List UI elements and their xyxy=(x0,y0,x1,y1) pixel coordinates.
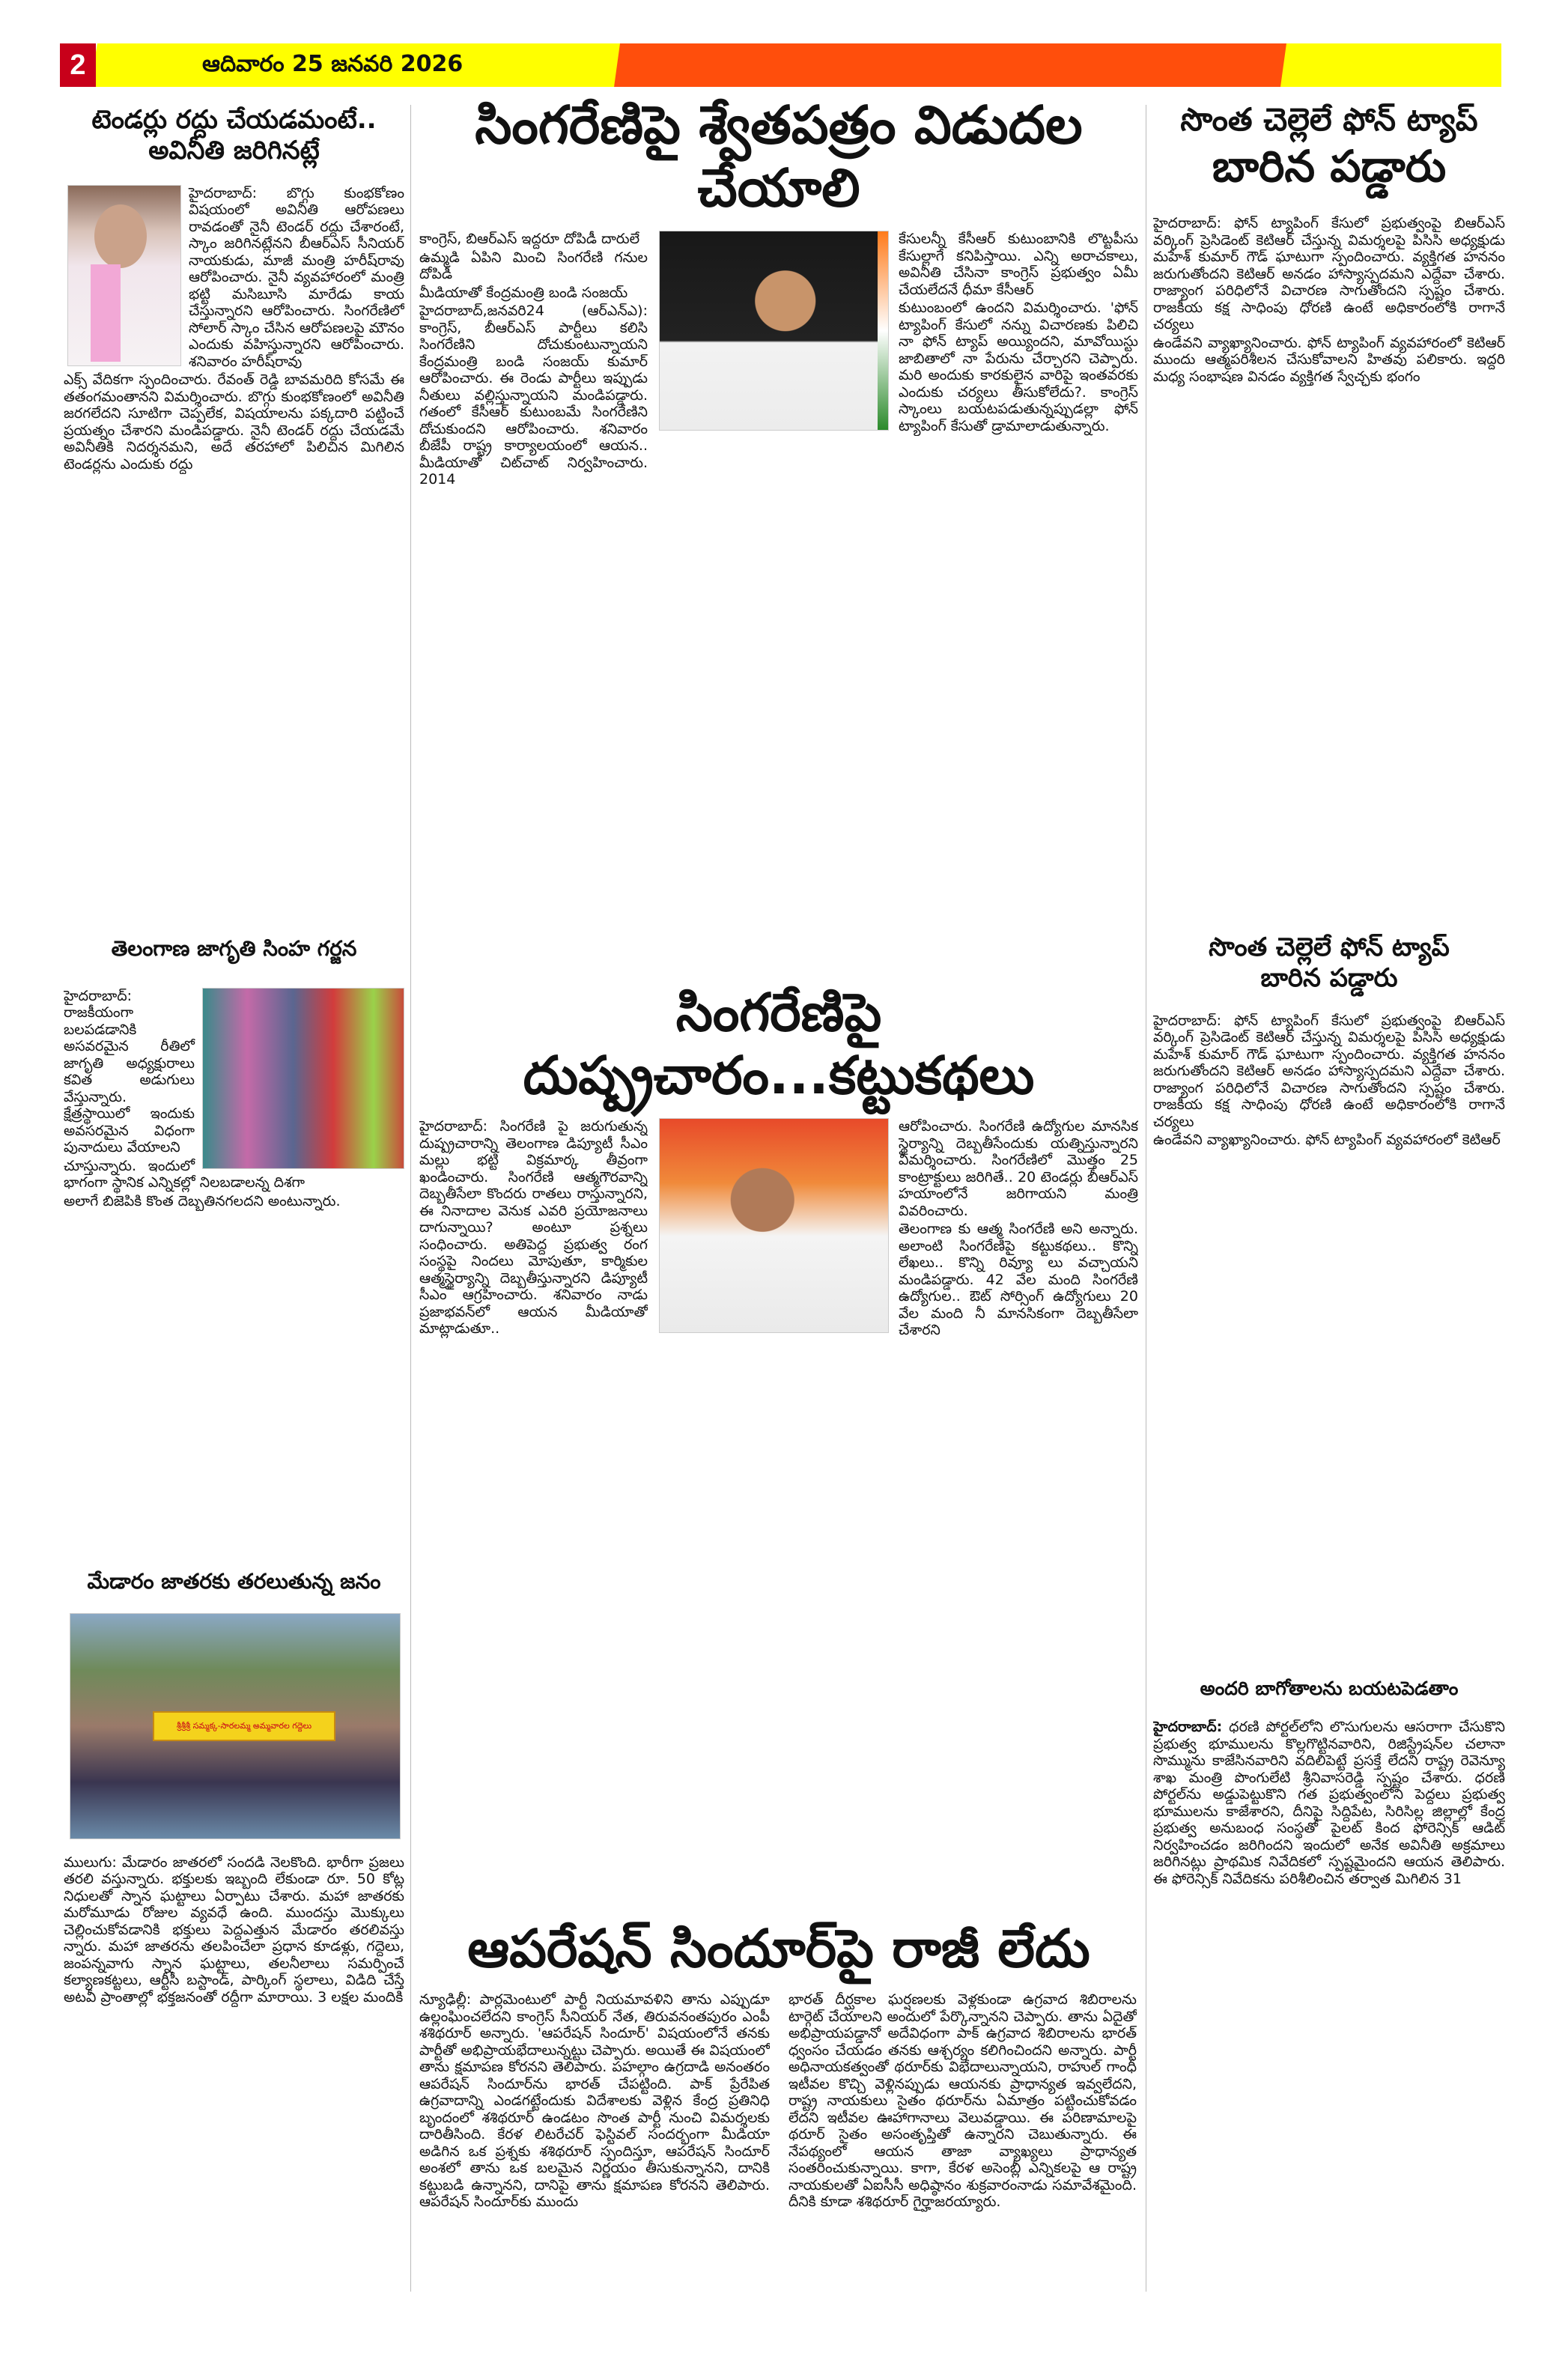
left-article-2 xyxy=(64,936,404,1211)
subheading: మీడియాతో కేంద్రమంత్రి బండి సంజయ్ xyxy=(419,284,628,301)
article-paragraph: ఉండేవని వ్యాఖ్యానించారు. ఫోన్ ట్యాపింగ్ వ్యవహారంలో కెటిఆర్ ముందు ఆత్మపరిశీలన చేసుకోవాలని హితవు పలికారు. ఇద్దరి మధ్య సంభాషణ వినడం వ్యక్తిగత స్వేచ్ఛకు భంగం xyxy=(1153,334,1505,385)
article-text: ధరణి పోర్టల్‌లోని లొసుగులను ఆసరాగా చేసుకొని ప్రభుత్వ భూములను కొల్లగొట్టినవారిని, రిజిస్ట్రేషన్‌ల చలానా సొమ్మును కాజేసినవారిని వదిలిపెట్టే ప్రసక్తే లేదని రాష్ట్ర రెవెన్యూ శాఖ మంత్రి పొంగులేటి శ్రీనివాసరెడ్డి స్పష్టం చేశారు. ధరణి పోర్టల్‌ను అడ్డుపెట్టుకొని గత ప్రభుత్వంలోని పెద్దలు ప్రభుత్వ భూములను కాజేశారని, దీనిపై సిద్దిపేట, సిరిసిల్ల జిల్లాల్లో కేంద్ర ప్రభుత్వ అనుబంధ సంస్థతో పైలట్ కింద ఫోరెన్సిక్ ఆడిట్ నిర్వహించడం జరిగిందని ఇందులో అనేక అవినీతి అక్రమాలు జరిగినట్లు ప్రాథమిక నివేదికలో స్పష్టమైందని ఆయన తెలిపారు. ఈ ఫోరెన్సిక్ నివేదికను పరిశీలించిన తర్వాత మిగిలిన 31 xyxy=(1153,1719,1505,1887)
subheading: కాంగ్రెస్, బిఆర్ఎస్ ఇద్దరూ దోపిడీ దారులే xyxy=(419,231,640,247)
article-paragraph: కుటుంబంలో ఉందని విమర్శించారు. 'ఫోన్ ట్యాపింగ్ కేసులో నన్ను విచారణకు పిలిచి నా ఫోన్ ట్యాప్ అయ్యిందని, మావోయిస్టు జాబితాలో నా పేరును చేర్చారని చెప్పారు. మరి అందుకు కారకులైన వారిపై ఇంతవరకు ఎందుకు చర్యలు తీసుకోలేదు?. కాంగ్రెస్ స్కాంలు బయటపడుతున్నప్పుడల్లా ఫోన్ ట్యాపింగ్ కేసుతో డ్రామాలాడుతున్నారు. xyxy=(899,300,1138,434)
subheading: ఉమ్మడి ఏపిని మించి సింగరేణి గనుల దోపిడీ xyxy=(419,249,648,282)
shrine-signboard: శ్రీశ్రీశ్రీ సమ్మక్క-సారలమ్మ అమ్మవారల గద్దెలు xyxy=(153,1711,335,1741)
headline: అందరి బాగోతాలను బయటపెడతాం xyxy=(1200,1678,1459,1699)
left-article-1 xyxy=(64,105,404,474)
headline-line-1: సొంత చెల్లెలే ఫోన్ ట్యాప్ xyxy=(1180,101,1478,138)
header-orange-strip xyxy=(614,43,1288,87)
headline: ఆపరేషన్ సిందూర్‌పై రాజీ లేదు xyxy=(467,1918,1090,1979)
article-paragraph: ఉండేవని వ్యాఖ్యానించారు. ఫోన్ ట్యాపింగ్ వ్యవహారంలో కెటిఆర్ xyxy=(1153,1132,1501,1149)
headline xyxy=(1153,932,1505,994)
headline-line-1: సొంత చెల్లెలే ఫోన్ ట్యాప్ xyxy=(1209,932,1450,962)
headline-line-2: బారిన పడ్డారు xyxy=(1212,140,1447,192)
article-paragraph: ములుగు: మేడారం జాతరలో సందడి నెలకొంది. భారీగా ప్రజలు తరలి వస్తున్నారు. భక్తులకు ఇబ్బంది లేకుండా రూ. 50 కోట్ల నిధులతో స్నాన ఘట్టాలు ఏర్పాటు చేశారు. మహా జాతరకు మరోమూడు రోజుల వ్యవధే ఉంది. ముందస్తు మొక్కులు చెల్లించుకోవడానికి భక్తులు పెద్దఎత్తున మేడారం తరలివస్తు న్నారు. మహా జాతరను తలపించేలా ప్రధాన కూడళ్లు, గద్దెలు, జంపన్నవాగు స్నాన ఘట్టాలు, తలనీలాలు సమర్పించే కల్యాణకట్టలు, ఆర్టీసీ బస్టాండ్, పార్కింగ్ స్థలాలు, విడిది చేస్తే అటవీ ప్రాంతాల్లో భక్తజనంతో రద్దీగా మారాయి. 3 లక్షల మందికి xyxy=(64,1854,404,2006)
page-number: 2 xyxy=(60,43,96,87)
article-paragraph: హైదరాబాద్: బొగ్గు కుంభకోణం విషయంలో అవినీతి ఆరోపణలు రావడంతో నైనీ టెండర్ రద్దు చేశారంటే, స్కాం జరిగినట్లేనని బీఆర్ఎస్ సీనియర్ నాయకుడు, మాజీ మంత్రి హరీష్‌రావు ఆరోపించారు. నైనీ వ్యవహారంలో మంత్రి భట్టి మసిబూసి మారేడు కాయ చేస్తున్నారని ఆరోపించారు. సింగరేణిలో సోలార్ స్కాం చేసిన ఆరోపణలపై మౌనం ఎందుకు వహిస్తున్నారని ఆరోపించారు. శనివారం హరీష్‌రావు xyxy=(189,184,404,370)
article-paragraph: తెలంగాణ కు ఆత్మ సింగరేణి అని అన్నారు. అలాంటి సింగరేణిపై కట్టుకథలు.. కొన్ని లేఖలు.. కొన్ని రివ్యూ లు వచ్చాయని మండిపడ్డారు. 42 వేల మంది సింగరేణి ఉద్యోగుల.. ఔట్ సోర్సింగ్ ఉద్యోగులు 20 వేల మంది నీ మానసికంగా దెబ్బతీసేలా చేశారని xyxy=(899,1221,1138,1338)
right-article-1 xyxy=(1153,97,1505,386)
headline: తెలంగాణ జాగృతి సింహ గర్జన xyxy=(111,936,357,961)
left-article-3 xyxy=(64,1569,404,2007)
article-paragraph: హైదరాబాద్: ఫోన్ ట్యాపింగ్ కేసులో ప్రభుత్వంపై బిఆర్ఎస్ వర్కింగ్ ప్రెసిడెంట్ కెటిఆర్ చేస్తున్న విమర్శలపై పిసిసి అధ్యక్షుడు మహేశ్ కుమార్ గౌడ్ ఘాటుగా స్పందించారు. వ్యక్తిగత హననం జరుగుతోందని కెటిఆర్ అనడం హాస్యాస్పదమని ఎద్దేవా చేశారు. రాజ్యాంగ పరిధిలోనే విచారణ సాగుతోందని స్పష్టం చేశారు. రాజకీయ కక్ష సాధింపు ధోరణి ఉంటే అధికారంలోకి రాగానే చర్యలు xyxy=(1153,215,1505,333)
header-yellow-strip-right xyxy=(1280,43,1501,87)
article-paragraph xyxy=(1153,1719,1505,1887)
right-article-3 xyxy=(1153,1678,1505,1889)
page-header-band xyxy=(60,43,1501,87)
article-paragraph: కేసులన్నీ కేసీఆర్ కుటుంబానికి లొట్టపీసు కేసుల్లాగే కనిపిస్తాయి. ఎన్ని అరాచకాలు, అవినీతి చేసినా కాంగ్రెస్ ప్రభుత్వం ఏమీ చేయలేదనే ధీమా కేసీఆర్ xyxy=(899,231,1138,298)
middle-article-2 xyxy=(419,981,1138,1341)
headline-line-1: టెండర్లు రద్దు చేయడమంటే.. xyxy=(91,105,377,135)
harish-rao-photo xyxy=(67,185,181,366)
right-article-2 xyxy=(1153,932,1505,1150)
article-paragraph: హైదరాబాద్: రాజకీయంగా బలపడడానికి అసవరమైన రీతిలో జాగృతి అధ్యక్షురాలు కవిత అడుగులు వేస్తున్నారు. క్షేత్రస్థాయిలో ఇందుకు అవసరమైన విధంగా పునాదులు వేయాలని xyxy=(64,987,195,1156)
article-paragraph: చూస్తున్నారు. ఇందులో భాగంగా స్థానిక ఎన్నికల్లో నిలబడాలన్న దిశగా xyxy=(64,1157,306,1191)
middle-article-3 xyxy=(419,1917,1138,2212)
bhatti-vikramarka-photo xyxy=(659,1118,889,1333)
headline xyxy=(1153,97,1505,192)
dateline: హైదరాబాద్: xyxy=(1153,1719,1223,1735)
headline: సింగరేణిపై దుష్ప్రచారం...కట్టుకథలు xyxy=(523,982,1035,1106)
headline-line-2: బారిన పడ్డారు xyxy=(1260,962,1398,993)
article-paragraph: హైదరాబాద్: సింగరేణి పై జరుగుతున్న దుష్ప్రచారాన్ని తెలంగాణ డిప్యూటీ సీఎం మల్లు భట్టి విక్రమార్క తీవ్రంగా ఖండించారు. సింగరేణి ఆత్మగౌరవాన్ని దెబ్బతీసేలా కొందరు రాతలు రాస్తున్నారని, ఈ నినాదాల వెనుక ఎవరి ప్రయోజనాలు దాగున్నాయి? అంటూ ప్రశ్నలు సంధించారు. అతిపెద్ద ప్రభుత్వ రంగ సంస్థపై నిందలు మోపుతూ, కార్మికుల ఆత్మస్థైర్యాన్ని దెబ్బతీస్తున్నారని డిప్యూటీ సీఎం ఆగ్రహించారు. శనివారం నాడు ప్రజాభవన్‌లో ఆయన మీడియాతో మాట్లాడుతూ.. xyxy=(419,1118,648,1337)
headline xyxy=(64,105,404,166)
headline: మేడారం జాతరకు తరలుతున్న జనం xyxy=(87,1569,381,1594)
medaram-jatara-photo xyxy=(70,1613,401,1839)
article-paragraph: హైదరాబాద్: ఫోన్ ట్యాపింగ్ కేసులో ప్రభుత్వంపై బిఆర్ఎస్ వర్కింగ్ ప్రెసిడెంట్ కెటిఆర్ చేస్తున్న విమర్శలపై పిసిసి అధ్యక్షుడు మహేశ్ కుమార్ గౌడ్ ఘాటుగా స్పందించారు. వ్యక్తిగత హననం జరుగుతోందని కెటిఆర్ అనడం హాస్యాస్పదమని ఎద్దేవా చేశారు. రాజ్యాంగ పరిధిలోనే విచారణ సాగుతోందని స్పష్టం చేశారు. రాజకీయ కక్ష సాధింపు ధోరణి ఉంటే అధికారంలోకి రాగానే చర్యలు xyxy=(1153,1012,1505,1130)
article-paragraph: ఆరోపించారు. సింగరేణి ఉద్యోగుల మానసిక స్థైర్యాన్ని దెబ్బతీసేందుకు యత్నిస్తున్నారని విమర్శించారు. సింగరేణిలో మొత్తం 25 కాంట్రాక్టులు జరిగితే.. 20 టెండర్లు బీఆర్ఎస్ హయాంలోనే జరిగాయని మంత్రి వివరించారు. xyxy=(899,1118,1138,1219)
headline: సింగరేణిపై శ్వేతపత్రం విడుదల చేయాలి xyxy=(475,94,1083,219)
article-paragraph: ఎక్స్ వేదికగా స్పందించారు. రేవంత్ రెడ్డి బావమరిది కోసమే ఈ తతంగమంతానని విమర్శించారు. బొగ్గు కుంభకోణంలో అవినీతి జరగలేదని సూటిగా చెప్పలేక, విషయాలను పక్కదారి పట్టించే ప్రయత్నం చేశారని మండిపడ్డారు. నైనీ టెండర్ రద్దు చేయడమే అవినీతికి నిదర్శనమని, అదే తరహాలో పిలిచిన మిగిలిన టెండర్లను ఎందుకు రద్దు xyxy=(64,371,404,473)
article-paragraph: అలాగే బిజెపికి కొంత దెబ్బతినగలదని అంటున్నారు. xyxy=(64,1192,341,1209)
issue-date: ఆదివారం 25 జనవరి 2026 xyxy=(202,51,464,77)
bandi-sanjay-photo xyxy=(659,231,889,431)
headline-line-2: అవినీతి జరిగినట్లే xyxy=(148,135,320,166)
jagruthi-rally-photo xyxy=(202,988,404,1169)
middle-article-1 xyxy=(419,94,1138,490)
column-divider xyxy=(410,105,411,2292)
article-paragraph: భారత్ దీర్ఘకాల ఘర్షణలకు వెళ్లకుండా ఉగ్రవాద శిబిరాలను టార్గెట్ చేయాలని అందులో పేర్కొన్నానని చెప్పారు. తాను ఏదైతో అభిప్రాయపడ్డానో అదేవిధంగా పాక్ ఉగ్రవాద శిబిరాలను భారత్ ధ్వంసం చేయడం తనకు ఆశ్చర్యం కలిగించిందని అన్నారు. పార్టీ అధినాయకత్వంతో థరూర్‌కు విభేదాలున్నాయని, రాహుల్ గాంధీ ఇటీవల కొచ్చి వెళ్లినప్పుడు ఆయనకు ప్రాధాన్యత ఇవ్వలేదని, రాష్ట్ర నాయకులు సైతం థరూర్‌ను ఏమాత్రం పట్టించుకోవడం లేదని ఇటీవల ఊహాగానాలు వెలువడ్డాయి. ఈ పరిణామాలపై థరూర్ సైతం అసంతృప్తితో ఉన్నారని చెబుతున్నారు. ఈ నేపథ్యంలో ఆయన తాజా వ్యాఖ్యలు ప్రాధాన్యత సంతరించుకున్నాయి. కాగా, కేరళ అసెంబ్లీ ఎన్నికలపై ఆ రాష్ట్ర నాయకులతో ఏఐసీసీ అధిష్ఠానం శుక్రవారంనాడు సమావేశమైంది. దీనికి కూడా శశిథరూర్ గైర్హాజరయ్యారు. xyxy=(788,1991,1137,2210)
article-paragraph: న్యూఢిల్లీ: పార్లమెంటులో పార్టీ నియమావళిని తాను ఎప్పుడూ ఉల్లంఘించలేదని కాంగ్రెస్ సీనియర్ నేత, తిరువనంతపురం ఎంపీ శశిథరూర్ అన్నారు. 'ఆపరేషన్ సిందూర్' విషయంలోనే తనకు పార్టీతో అభిప్రాయభేదాలున్నట్టు చెప్పారు. అయితే ఈ విషయంలో తాను క్షమాపణ కోరనని తెలిపారు. పహల్గాం ఉగ్రదాడి అనంతరం ఆపరేషన్ సిందూర్‌ను భారత్ చేపట్టింది. పాక్ ప్రేరేపిత ఉగ్రవాదాన్ని ఎండగట్టేందుకు విదేశాలకు వెళ్లిన కేంద్ర ప్రతినిధి బృందంలో శశిథరూర్ ఉండటం సొంత పార్టీ నుంచి విమర్శలకు దారితీసింది. కేరళ లిటరేచర్ ఫెస్టివల్ సందర్భంగా మీడియా అడిగిన ఒక ప్రశ్నకు శశిథరూర్ స్పందిస్తూ, ఆపరేషన్ సిందూర్ అంశలో తాను ఒక బలమైన నిర్ణయం తీసుకున్నానని, దానికి కట్టుబడి ఉన్నానని, దానిపై తాను క్షమాపణ కోరనని తెలిపారు. ఆపరేషన్ సిందూర్‌కు ముందు xyxy=(419,1991,770,2210)
article-paragraph: హైదరాబాద్,జనవరి24 (ఆర్ఎన్ఎ): కాంగ్రెస్, బీఆర్ఎస్ పార్టీలు కలిసి సింగరేణిని దోచుకుంటున్నాయని కేంద్రమంత్రి బండి సంజయ్ కుమార్ ఆరోపించారు. ఈ రెండు పార్టీలు ఇప్పుడు నీతులు వల్లిస్తున్నాయని మండిపడ్డారు. గతంలో కేసీఆర్ కుటుంబమే సింగరేణిని దోచుకుందని ఆరోపించారు. శనివారం బీజేపీ రాష్ట్ర కార్యాలయంలో ఆయన.. మీడియాతో చిట్‌చాట్ నిర్వహించారు. 2014 xyxy=(419,303,648,488)
